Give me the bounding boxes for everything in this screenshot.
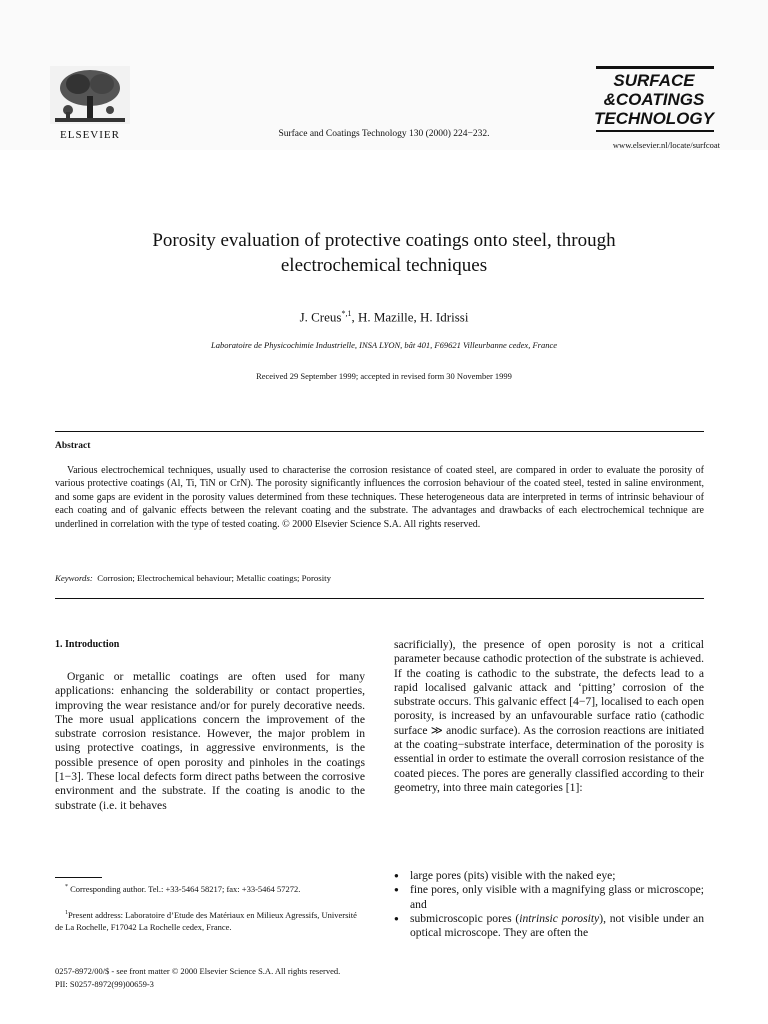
section-heading: 1. Introduction	[55, 639, 120, 650]
journal-reference: Surface and Coatings Technology 130 (2000) 224−232.	[278, 129, 490, 139]
list-item	[394, 912, 704, 941]
author-main: J. Creus	[299, 309, 342, 325]
journal-mark-line-2: &COATINGS	[603, 90, 705, 109]
intro-paragraph-left: Organic or metallic coatings are often used for many applications: enhancing the solderability or contact properties, improving the wear resistance and/or for purely decorative needs. The more usual applications concern the improvement of the substrate corrosion resistance. However, the major problem in using protective coatings, in aggressive environments, is the possible presence of open porosity and pinholes in the coatings [1−3]. These local defects form direct paths between the corrosive environment and the substrate. If the coating is anodic to the substrate (i.e. it behaves	[55, 670, 365, 812]
abstract-bottom-rule	[55, 598, 704, 599]
footnote-present-address	[55, 907, 365, 933]
author-rest: , H. Mazille, H. Idrissi	[351, 309, 469, 325]
intro-paragraph-right: sacrificially), the presence of open porosity is not a critical parameter because cathodic protection of the substrate is achieved. If the coating is cathodic to the substrate, the defects lead to a rapid localised galvanic attack and ‘pitting’ corrosion of the substrate occurs. This galvanic effect [4−7], localised to each open porosity, is increased by an unfavourable surface ratio (cathodic surface ≫ anodic surface). As the corrosion reactions are initiated at the coating−substrate interface, determination of the porosity is essential in order to estimate the overall corrosion resistance of the coated pieces. The pores are generally classified according to their geometry, into three main categories [1]:	[394, 638, 704, 794]
keywords	[55, 573, 704, 583]
article-title	[60, 228, 708, 278]
title-line-1: Porosity evaluation of protective coatings onto steel, through	[152, 230, 616, 251]
journal-logo	[590, 64, 720, 134]
publisher-name: ELSEVIER	[60, 129, 120, 141]
keywords-label: Keywords:	[55, 573, 93, 583]
journal-mark-line-3: TECHNOLOGY	[594, 109, 714, 128]
received-dates: Received 29 September 1999; accepted in revised form 30 November 1999	[256, 371, 512, 381]
abstract-text: Various electrochemical techniques, usually used to characterise the corrosion resistance of coated steel, are compared in order to evaluate the porosity of various protective coatings (Al, Ti, TiN or CrN). The porosity significantly influences the corrosion behaviour of the coated steel, tested in saline environment, and some gaps are evident in the porosity values determined from these techniques. These heterogeneous data are interpreted in terms of intrinsic behaviour of each coating and of galvanic effects between the relevant coating and the substrate. The advantages and drawbacks of each electrochemical technique are underlined in correlation with the type of tested coating. © 2000 Elsevier Science S.A. All rights reserved.	[55, 465, 704, 530]
footnote-2-text: Present address: Laboratoire d’Etude des Matériaux en Milieux Agressifs, Université de La Rochelle, F17042 La Rochelle cedex, France.	[55, 909, 357, 932]
footnote-1-mark: *	[65, 884, 68, 890]
list-item: ● large pores (pits) visible with the naked eye;	[394, 869, 704, 883]
author-mark: *,1	[341, 309, 352, 318]
keywords-list: Corrosion; Electrochemical behaviour; Metallic coatings; Porosity	[97, 573, 331, 583]
front-matter-info	[55, 965, 340, 991]
journal-mark-line-1: SURFACE	[613, 71, 695, 90]
footnote-2-mark: 1	[65, 910, 68, 916]
footnote-1-text: Corresponding author. Tel.: +33-5464 58217; fax: +33-5464 57272.	[70, 883, 301, 894]
footnote-corresponding	[55, 881, 365, 895]
copyright-line: 0257-8972/00/$ - see front matter © 2000 Elsevier Science S.A. All rights reserved.	[55, 966, 341, 976]
footnote-rule	[55, 877, 102, 878]
list-item: ● fine pores, only visible with a magnifying glass or microscope; and	[394, 883, 704, 912]
bullet3-post: ), not visible under an optical microscope. They are often the	[410, 911, 704, 940]
authors	[0, 309, 768, 325]
abstract-top-rule	[55, 431, 704, 432]
bullet3-pre: submicroscopic pores (	[410, 911, 520, 925]
bullet3-emphasis: intrinsic porosity	[519, 911, 600, 925]
title-line-2: electrochemical techniques	[280, 255, 488, 276]
elsevier-tree-logo	[50, 66, 130, 124]
affiliation: Laboratoire de Physicochimie Industrielle, INSA LYON, bât 401, F69621 Villeurbanne cedex, France	[211, 340, 557, 350]
pore-categories-list	[394, 869, 704, 940]
pii-line: PII: S0257-8972(99)00659-3	[55, 979, 154, 989]
abstract-heading: Abstract	[55, 441, 91, 451]
journal-url[interactable]: www.elsevier.nl/locate/surfcoat	[612, 140, 720, 150]
